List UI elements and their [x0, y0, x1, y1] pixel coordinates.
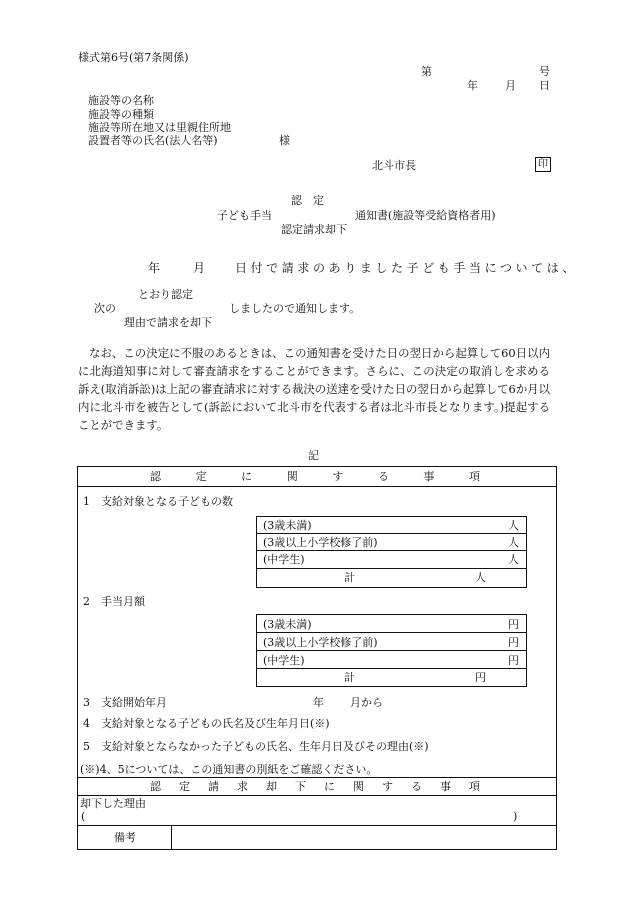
children-total-label: 計 [344, 571, 355, 584]
header1-char-4: 関 [286, 470, 298, 483]
children-middle-label: (中学生) [263, 553, 305, 566]
divider [256, 668, 526, 669]
reject-reason-close-paren: ) [513, 810, 518, 823]
header2-char-12: 項 [469, 780, 480, 793]
doc-number-suffix: 号 [539, 65, 550, 78]
item3-year: 年 [313, 696, 324, 709]
amount-total-unit: 円 [475, 671, 486, 684]
header2-char-8: 関 [353, 780, 364, 793]
header2-char-1: 認 [150, 780, 161, 793]
header2-char-3: 請 [208, 780, 219, 793]
header2-top-divider [77, 777, 556, 778]
amount-under3-label: (3歳未満) [263, 618, 312, 631]
body-line1: 日付で請求のありました子ども手当については、 [235, 261, 578, 275]
option-reject: 理由で請求を却下 [124, 316, 212, 329]
divider [256, 650, 526, 651]
title-notice: 通知書(施設等受給資格者用) [355, 209, 496, 222]
founder-name-label: 設置者等の氏名(法人名等) [88, 134, 218, 147]
title-reject: 認定請求却下 [281, 223, 347, 236]
remarks-label: 備考 [114, 831, 136, 844]
header2-char-4: 求 [237, 780, 248, 793]
date-year: 年 [467, 79, 478, 92]
header2-char-9: す [382, 780, 393, 793]
reject-reason-open-paren: ( [81, 810, 86, 823]
ki-heading: 記 [308, 449, 319, 462]
header2-char-6: 下 [295, 780, 306, 793]
title-nintei: 認 定 [291, 194, 324, 207]
divider [256, 632, 526, 633]
children-3toprimary-unit: 人 [508, 536, 519, 549]
facility-type-label: 施設等の種類 [88, 108, 154, 121]
amount-3toprimary-unit: 円 [508, 636, 519, 649]
header2-bottom-divider [77, 795, 556, 796]
header2-char-11: 事 [440, 780, 451, 793]
children-under3-unit: 人 [508, 519, 519, 532]
item3-start-month: 3 支給開始年月 [83, 696, 167, 709]
item3-month-from: 月から [350, 696, 383, 709]
amount-middle-label: (中学生) [263, 654, 305, 667]
header2-char-10: る [411, 780, 422, 793]
divider [256, 568, 526, 569]
honorific: 様 [279, 134, 290, 147]
header1-char-7: 事 [423, 470, 435, 483]
issuer-name: 北斗市長 [372, 159, 416, 172]
body-month: 月 [193, 261, 206, 275]
facility-address-label: 施設等所在地又は里親住所地 [88, 121, 231, 134]
header1-divider [77, 486, 556, 487]
body-next: 次の [94, 302, 116, 315]
reject-reason-label: 却下した理由 [80, 797, 146, 810]
divider [256, 550, 526, 551]
title-kodomo-teate: 子ども手当 [217, 209, 272, 222]
children-middle-unit: 人 [508, 553, 519, 566]
amount-total-label: 計 [344, 671, 355, 684]
header-approval-items [150, 471, 480, 482]
children-3toprimary-label: (3歳以上小学校修了前) [263, 536, 378, 549]
item2-monthly-amount: 2 手当月額 [83, 595, 145, 608]
item5-excluded-children: 5 支給対象とならなかった子どもの氏名、生年月日及びその理由(※) [83, 740, 429, 753]
body-year: 年 [148, 261, 161, 275]
option-approve: とおり認定 [138, 288, 193, 301]
header1-char-1: 認 [150, 470, 161, 483]
form-number: 様式第6号(第7条関係) [78, 51, 189, 64]
date-month: 月 [505, 79, 516, 92]
children-total-unit: 人 [475, 571, 486, 584]
attachment-note: (※)4、5については、この通知書の別紙をご確認ください。 [80, 763, 378, 776]
date-day: 日 [539, 79, 550, 92]
header1-char-8: 項 [468, 470, 480, 483]
header1-char-6: る [377, 470, 389, 483]
header2-char-5: 却 [266, 780, 277, 793]
amount-middle-unit: 円 [508, 654, 519, 667]
children-under3-label: (3歳未満) [263, 519, 312, 532]
header1-char-5: す [332, 470, 344, 483]
facility-name-label: 施設等の名称 [88, 94, 154, 107]
amount-3toprimary-label: (3歳以上小学校修了前) [263, 636, 378, 649]
header1-char-3: に [241, 470, 253, 483]
remarks-divider [77, 825, 556, 826]
appeal-notice: なお、この決定に不服のあるときは、この通知書を受けた日の翌日から起算して60日以内に北海道知事に対して審査請求をすることができます。さらに、この決定の取消しを求める訴え(取消訴訟)は上記の審査請求に対する裁決の送達を受けた日の翌日から起算して6か月以内に北斗市を被告として(訴訟において北斗市を代表する者は北斗市長となります。)提起することができます。 [78, 346, 550, 432]
remarks-column-divider [171, 825, 172, 849]
divider [256, 533, 526, 534]
amount-under3-unit: 円 [508, 618, 519, 631]
header-rejection-items [150, 781, 480, 792]
seal-stamp: 印 [535, 157, 551, 172]
item4-children-names: 4 支給対象となる子どもの氏名及び生年月日(※) [83, 717, 330, 730]
item1-children-count: 1 支給対象となる子どもの数 [83, 495, 233, 508]
header1-char-2: 定 [195, 470, 207, 483]
doc-number-prefix: 第 [421, 65, 432, 78]
header2-char-7: に [324, 780, 335, 793]
body-line2: しましたので通知します。 [229, 302, 361, 315]
header2-char-2: 定 [179, 780, 190, 793]
